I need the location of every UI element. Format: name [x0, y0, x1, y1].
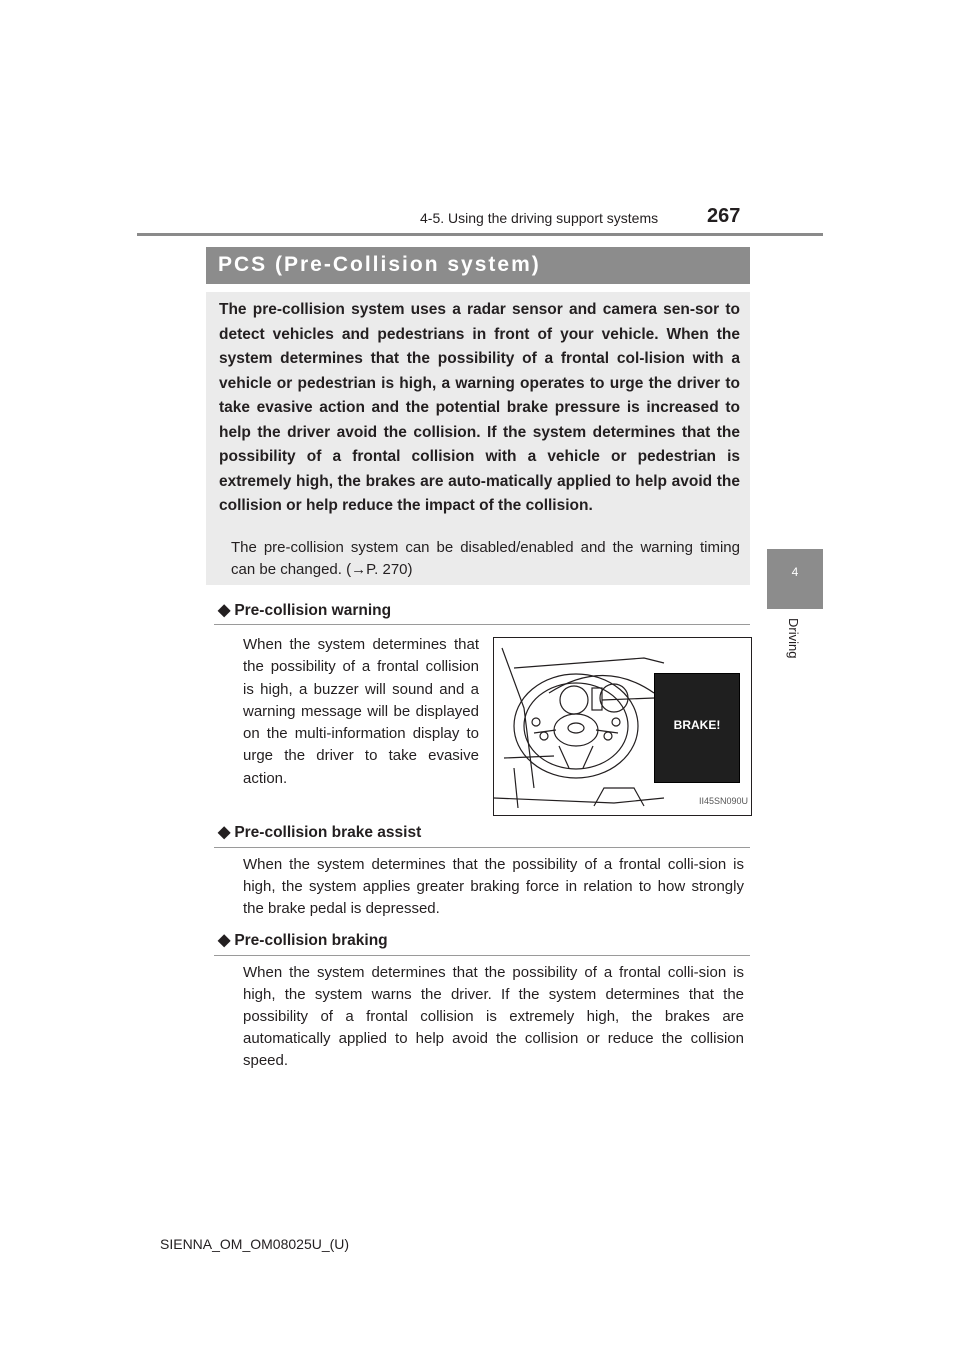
diamond-icon: ◆ [218, 824, 231, 841]
section-heading-braking [218, 930, 388, 950]
section-rule [214, 847, 750, 848]
section-body-braking: When the system determines that the possibility of a frontal colli-sion is high, the system warns the driver. If the system determines that the possibility of a frontal collision is extremely high, the brakes are automatically applied to help avoid the collision or reduce the collision speed. [243, 964, 744, 1069]
section-heading-warning [218, 600, 391, 620]
page-title: PCS (Pre-Collision system) [218, 253, 541, 276]
chapter-tab [767, 549, 823, 609]
section-heading-brake-assist [218, 822, 421, 842]
section-body-brake-assist: When the system determines that the possibility of a frontal colli-sion is high, the system applies greater braking force in relation to how strongly the brake pedal is depressed. [243, 856, 744, 917]
diamond-icon: ◆ [218, 602, 231, 619]
section-heading-text: Pre-collision braking [234, 932, 388, 949]
section-rule [214, 955, 750, 956]
chapter-label: Driving [786, 618, 801, 659]
document-code: SIENNA_OM_OM08025U_(U) [160, 1236, 350, 1252]
brake-warning-message: BRAKE! [673, 718, 721, 732]
intro-paragraph: The pre-collision system uses a radar sensor and camera sen-sor to detect vehicles and pedestrians in front of your vehicle. When the system determines that the possibility of a frontal col-lision with a vehicle or pedestrian is high, a warning operates to urge the driver to take evasive action and the potential brake pressure is increased to help the driver avoid the collision. If the system determines that the possibility of a frontal collision with a vehicle or pedestrian is extremely high, the brakes are auto-matically applied to help avoid the collision or help reduce the impact of the collision. [219, 301, 740, 514]
diamond-icon: ◆ [218, 932, 231, 949]
chapter-number: 4 [791, 565, 799, 579]
header-rule [137, 233, 823, 236]
chapter-label-container [781, 618, 811, 678]
section-heading-text: Pre-collision brake assist [234, 824, 422, 841]
figure-code: II45SN090U [699, 796, 749, 806]
section-breadcrumb: 4-5. Using the driving support systems [420, 210, 659, 226]
page-number: 267 [707, 205, 741, 227]
section-body-warning: When the system determines that the possibility of a frontal collision is high, a buzzer will sound and a warning message will be displayed on the multi-information display to urge the driver to take evasive action. [243, 636, 479, 787]
intro-note: The pre-collision system can be disabled/enabled and the warning timing can be changed. (→P. 270) [231, 539, 740, 578]
section-heading-text: Pre-collision warning [234, 602, 392, 619]
section-rule [214, 624, 750, 625]
